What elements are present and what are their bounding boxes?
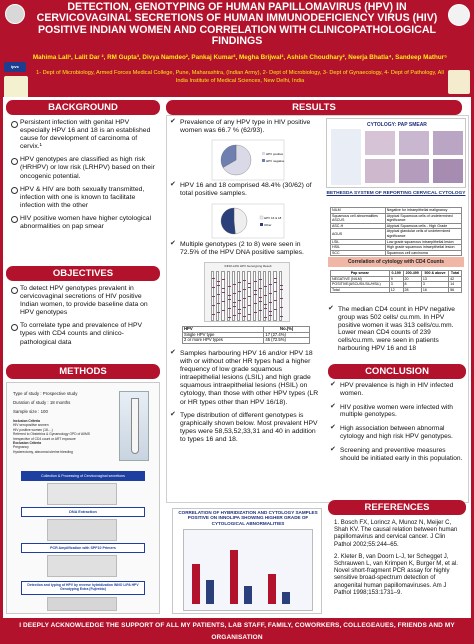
cd4-text-block — [328, 306, 466, 358]
pie-legend-label: HPV positive — [266, 152, 284, 156]
aiims-logo — [448, 4, 470, 26]
cd4-header: 500 & above — [421, 271, 448, 277]
cd4-cell: 3 — [421, 282, 448, 288]
innolipa-strip-image — [204, 262, 290, 322]
cd4-title: Correlation of cytology with CD4 Counts — [328, 257, 464, 267]
criteria-item: Pregnancy — [13, 445, 29, 450]
cd4-cell: 42 — [449, 276, 462, 282]
genotype-table-header: HPV — [183, 327, 264, 333]
cd4-cell: 14 — [449, 282, 462, 288]
result-item: ✔ Type distribution of different genotypes is graphically shown below. Most prevalent HPV types were 58,53,52,33,31 and 40 in addition to types 16 and 18. — [170, 412, 322, 444]
genotype-strip — [263, 271, 266, 321]
correlation-chart — [172, 508, 322, 614]
background-item: Persistent infection with genital HPV especially HPV 16 and 18 is an established cause for development of carcinoma of cervix.¹ — [10, 119, 160, 151]
afmc-logo — [448, 70, 470, 94]
method-item: Type of study : Prospective study — [13, 391, 78, 396]
flow-step: PCR Amplification with SPF10 Primers — [21, 543, 145, 553]
genotype-strip — [253, 271, 256, 321]
criteria-item: Exclusion Criteria — [13, 441, 42, 446]
flow-step: DNA Extraction — [21, 507, 145, 517]
criteria-item: Referred to Obstetrics & Gynaecology OPD of AIIMS — [13, 432, 90, 437]
genotype-table-cell: 45 (72.5%) — [264, 338, 310, 344]
background-item: HPV genotypes are classified as high risk (HRHPV) or low risk (LRHPV) based on their oncogenic potential. — [10, 156, 160, 180]
background-item: HPV & HIV are both sexually transmitted, infection with one is known to facilitate infection with the other — [10, 186, 160, 210]
conclusion-list — [330, 382, 466, 467]
cytology-panel — [326, 118, 466, 188]
results-heading: RESULTS — [166, 100, 462, 115]
pie-legend-swatch — [260, 223, 263, 226]
flow-image — [47, 555, 117, 577]
genotype-table-cell: Single HPV type — [183, 332, 264, 338]
bethesda-table — [330, 207, 462, 256]
flow-step: Detection and typing of HPV by reverse hybridization INNO LiPA HPV Genotyping Extra (Fujirebio) — [21, 581, 145, 595]
background-heading: BACKGROUND — [6, 100, 160, 115]
hpv16-18-pie — [212, 204, 284, 238]
correlation-caption: CORRELATION OF HYBRIDIZATION AND CYTOLOGY SAMPLES POSITIVE ON INNOLIPA SHOWING HIGHER GRADE OF CYTOLOGICAL ABNORMALITIES — [178, 510, 318, 526]
result-item: ✔ Multiple genotypes (2 to 8) were seen in 72.5% of the HPV DNA positive samples. — [170, 241, 320, 257]
results-list-a — [170, 119, 320, 140]
background-item: HIV positive women have higher cytological abnormalities on pap smear — [10, 215, 160, 231]
bethesda-cell: Low grade squamous intraepithelial lesion — [385, 239, 461, 245]
bethesda-cell: NILM — [331, 208, 386, 214]
pie-legend-label: Other — [264, 223, 272, 227]
conclusion-item: ✔ Screening and preventive measures should be initiated early in this population. — [330, 447, 466, 463]
ipvc-logo: ipvc — [4, 62, 26, 72]
cd4-header: 200-499 — [403, 271, 421, 277]
genotype-strip — [247, 271, 250, 321]
genotype-table-cell: 17 (27.4%) — [264, 332, 310, 338]
sample-tube-image — [119, 391, 149, 461]
flow-step: Collection & Processing of Cervicovaginal secretions — [21, 471, 145, 481]
pie-legend-swatch — [262, 152, 265, 155]
bethesda-cell: Squamous cell carcinoma — [385, 250, 461, 256]
hpv-prevalence-pie — [212, 140, 284, 180]
genotype-strip — [258, 271, 261, 321]
genotype-strip — [221, 271, 224, 321]
cd4-header: Pap smear — [331, 271, 390, 277]
pie-legend-swatch — [260, 216, 263, 219]
strip-caption: INNO-LiPA HPV Genotyping Result — [224, 264, 272, 268]
acknowledgement-footer: I DEEPLY ACKNOWLEDGE THE SUPPORT OF ALL MY PATIENTS, LAB STAFF, FAMILY, COWORKERS, COLLEGEAUES, FRIENDS AND MY ORGANISATION — [19, 622, 455, 641]
methods-panel — [6, 382, 160, 614]
methods-heading: METHODS — [6, 364, 160, 379]
criteria-item: Hysterectomy, abnormal uterine bleeding — [13, 449, 73, 454]
bethesda-cell: High grade squamous intraepithelial lesion — [385, 245, 461, 251]
cd4-cell: NEGATIVE (NILM) — [331, 276, 390, 282]
genotype-strip — [242, 271, 245, 321]
cd4-cell: POSITIVE(ASCUS/LSIL/HSIL) — [331, 282, 390, 288]
bethesda-cell: Atypical glandular cells of undetermined significance — [385, 229, 461, 239]
cd4-cell: 3 — [389, 282, 403, 288]
objective-item: To detect HPV genotypes prevalent in cervicovaginal secretions of HIV positive Indian women, to provide baseline data on HPV genotypes — [10, 285, 160, 317]
bethesda-cell: Atypical Squamous cells - High Grade — [385, 223, 461, 229]
genotype-table — [182, 326, 310, 344]
institute-logo-left — [5, 4, 25, 24]
results-list-d — [170, 350, 322, 449]
method-item: Duration of study : 18 months — [13, 400, 71, 405]
criteria-item: Irrespective of CD4 count or ART exposure — [13, 436, 76, 441]
genotype-strip — [211, 271, 214, 321]
result-item: ✔ Prevalence of any HPV type in HIV positive women was 66.7 % (62/93). — [170, 119, 320, 135]
genotype-table-cell: 2 or more HPV types — [183, 338, 264, 344]
objectives-list — [10, 285, 160, 352]
cytology-title: CYTOLOGY: PAP SMEAR — [367, 122, 427, 128]
bethesda-cell: Squamous cell abnormalities ASCUS — [331, 213, 386, 223]
cd4-cell: Total — [331, 287, 390, 293]
bethesda-cell: ASC-H — [331, 223, 386, 229]
genotype-strip — [273, 271, 276, 321]
poster-title: DETECTION, GENOTYPING OF HUMAN PAPILLOMAVIRUS (HPV) IN CERVICOVAGINAL SECRETIONS OF HUMAN IMMUNODEFICIENCY VIRUS (HIV) POSITIVE INDIAN WOMEN AND CORRELATION WITH CLINICOPATHOLOGICAL FINDINGS — [36, 1, 438, 48]
result-item: ✔ HPV 16 and 18 comprised 48.4% (30/62) of total positive samples. — [170, 182, 320, 198]
poster-header — [0, 0, 474, 106]
pie-legend-label: HPV negative — [266, 159, 285, 163]
bethesda-cell: AGUS — [331, 229, 386, 239]
criteria-item: Inclusion Criteria — [13, 419, 40, 423]
cd4-header: Total — [449, 271, 462, 277]
genotype-strip — [237, 271, 240, 321]
genotype-strip — [232, 271, 235, 321]
reference-item: 1. Bosch FX, Lorincz A, Munoz N, Meijer C, Shah KV. The causal relation between human papillomavirus and cervical cancer. J Clin Pathol 2002;55:244–65. — [334, 519, 458, 548]
objective-item: To correlate type and prevalence of HPV types with CD4 counts and clinico-pathological data — [10, 322, 160, 346]
reference-item: 2. Kleter B, van Doorn L-J, ter Schegget J, Schrauwen L, van Krimpen K, Burger M, et al. Novel short-fragment PCR assay for highly sensitive broad-spectrum detection of anogenital human papillomaviruses. Am J Pathol 1998;153:1731–9. — [334, 552, 458, 596]
criteria-item: HIV positive women (18-...) — [13, 427, 53, 432]
conclusion-item: ✔ High association between abnormal cytology and high risk HPV genotypes. — [330, 425, 466, 441]
affiliations: 1- Dept of Microbiology, Armed Forces Medical College, Pune, Maharashtra, (Indian Army), 2- Dept of Microbiology, 3- Dept of Gynaecology, 4- Dept of Pathology, All India Institute of Medical Sciences, New Delhi, India — [36, 70, 444, 84]
results-list-c — [170, 241, 320, 262]
background-list — [10, 119, 160, 236]
genotype-table-header: No.(%) — [264, 327, 310, 333]
bethesda-cell: Negative for intraepithelial malignancy — [385, 208, 461, 214]
pie-legend-swatch — [262, 159, 265, 162]
conclusion-heading: CONCLUSION — [328, 364, 466, 379]
cd4-cell: 56 — [449, 287, 462, 293]
cd4-cell: 28 — [403, 287, 421, 293]
author-list: Mahima Lall¹, Lalit Dar ², RM Gupta³, Divya Namdeo², Pankaj Kumar², Megha Brijwal², Ashish Choudhary², Neerja Bhatla⁴, Sandeep Mathur⁵ — [32, 54, 448, 61]
bethesda-cell: LSIL — [331, 239, 386, 245]
cd4-cell: 12 — [389, 287, 403, 293]
conclusion-item: ✔ HPV prevalence is high in HIV infected women. — [330, 382, 466, 398]
bethesda-cell: Atypical Squamous cells of undetermined significance — [385, 213, 461, 223]
result-item: ✔ Samples harbouring HPV 16 and/or HPV 18 with or without other HR types had a higher frequency of low grade squamous intraepithelial lesions (LSIL) and high grade squamous intraepithelial lesions (HSIL) on cytology, than those with other HPV types (LR or HR types other than HPV 16/18). — [170, 350, 322, 407]
genotype-strip — [227, 271, 230, 321]
conclusion-item: ✔ HIV positive women were infected with multiple genotypes. — [330, 404, 466, 420]
genotype-strip — [268, 271, 271, 321]
genotype-strip — [279, 271, 282, 321]
references-list — [334, 519, 464, 596]
results-list-b — [170, 182, 320, 203]
flow-image — [47, 483, 117, 505]
cd4-header: 0-199 — [389, 271, 403, 277]
references-heading: REFERENCES — [328, 500, 466, 515]
cd4-text: ✔ The median CD4 count in HPV negative group was 502 cells/ cu.mm. In HPV positive women it was 313 cells/cu.mm. Lower mean CD4 counts of 239 cells/cu.mm. were seen in patients harbouring HPV 16 and 18 — [328, 306, 466, 353]
pie-legend-label: HPV 16 & 18 — [264, 216, 282, 220]
cd4-cell: 16 — [421, 287, 448, 293]
cd4-cell: 13 — [421, 276, 448, 282]
cd4-cell: 9 — [389, 276, 403, 282]
bethesda-title: BETHESDA SYSTEM OF REPORTING CERVICAL CYTOLOGY — [326, 191, 466, 196]
flow-image — [47, 519, 117, 541]
criteria-item: HIV seropositive women — [13, 423, 49, 428]
flow-image — [47, 597, 117, 611]
objectives-heading: OBJECTIVES — [6, 266, 160, 281]
method-item: Sample size : 100 — [13, 409, 48, 414]
cd4-cell: 8 — [403, 282, 421, 288]
bethesda-cell: HSIL — [331, 245, 386, 251]
cd4-table — [330, 270, 462, 293]
cd4-cell: 20 — [403, 276, 421, 282]
bethesda-cell: SCC — [331, 250, 386, 256]
genotype-strip — [216, 271, 219, 321]
